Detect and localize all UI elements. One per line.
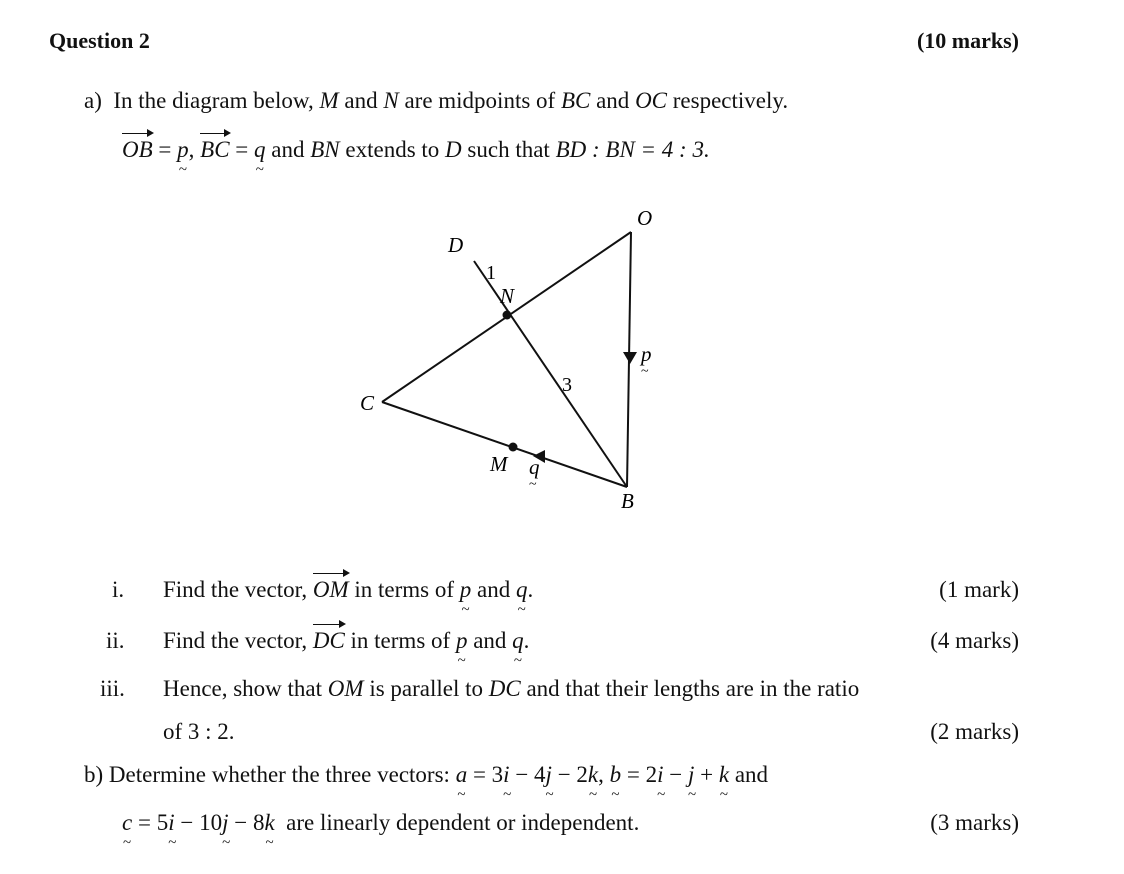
label-O: O [637, 206, 653, 230]
label-N: N [500, 284, 515, 308]
vector-q: q ~ [254, 137, 266, 163]
part-a-line-2: OB = p ~, BC = q ~ and BN extends to D such that BD : BN = 4 : 3. [122, 137, 710, 163]
label-B: B [621, 489, 634, 513]
label-seg-1: 1 [486, 262, 496, 284]
question-title: Question 2 [49, 28, 150, 53]
point-M [509, 443, 518, 452]
part-a-line-1: a) In the diagram below, M and N are midpoints of BC and OC respectively. [84, 88, 789, 113]
subpart-iii-number: iii. [100, 676, 125, 701]
subpart-iii-line-1: Hence, show that OM is parallel to DC and that their lengths are in the ratio [163, 676, 860, 701]
part-b-marks: (3 marks) [930, 810, 1019, 835]
label-q: q [529, 455, 540, 479]
part-b-line-1: b) Determine whether the three vectors: a ~ = 3i ~ − 4j ~ − 2k ~, b ~ = 2i ~ − j ~ + k ~ and [84, 762, 768, 788]
label-seg-3: 3 [562, 374, 572, 396]
subpart-ii-text: Find the vector, DC in terms of p ~ and q ~. [163, 628, 529, 654]
vector-c: c ~ [122, 810, 132, 836]
subpart-iii-line-2: of 3 : 2. [163, 719, 235, 744]
part-a-label: a) [84, 88, 102, 113]
vector-a: a ~ [456, 762, 468, 788]
subpart-ii-number: ii. [106, 628, 125, 653]
subpart-iii-marks: (2 marks) [930, 719, 1019, 744]
label-M: M [490, 452, 508, 476]
label-D: D [448, 233, 464, 257]
subpart-i-marks: (1 mark) [939, 577, 1019, 602]
vector-b: b ~ [610, 762, 622, 788]
question-marks: (10 marks) [916, 28, 1019, 53]
vector-p: p ~ [177, 137, 189, 163]
subpart-ii-marks: (4 marks) [930, 628, 1019, 653]
subpart-i-text: Find the vector, OM in terms of p ~ and q ~. [163, 577, 533, 603]
label-p-tilde: ~ [641, 364, 649, 379]
vector-OB: OB [122, 137, 153, 162]
label-q-tilde: ~ [529, 477, 537, 492]
point-N [503, 311, 512, 320]
label-p: p [641, 342, 652, 366]
part-b-line-2: c ~ = 5i ~ − 10j ~ − 8k ~ are linearly dependent or independent. [122, 810, 639, 836]
vector-OM: OM [312, 577, 349, 602]
subpart-i-number: i. [112, 577, 125, 602]
vector-DC: DC [312, 628, 345, 653]
part-b-label: b) [84, 762, 104, 787]
label-C: C [360, 391, 375, 415]
arrow-p-icon [623, 352, 637, 364]
vector-BC: BC [200, 137, 230, 162]
